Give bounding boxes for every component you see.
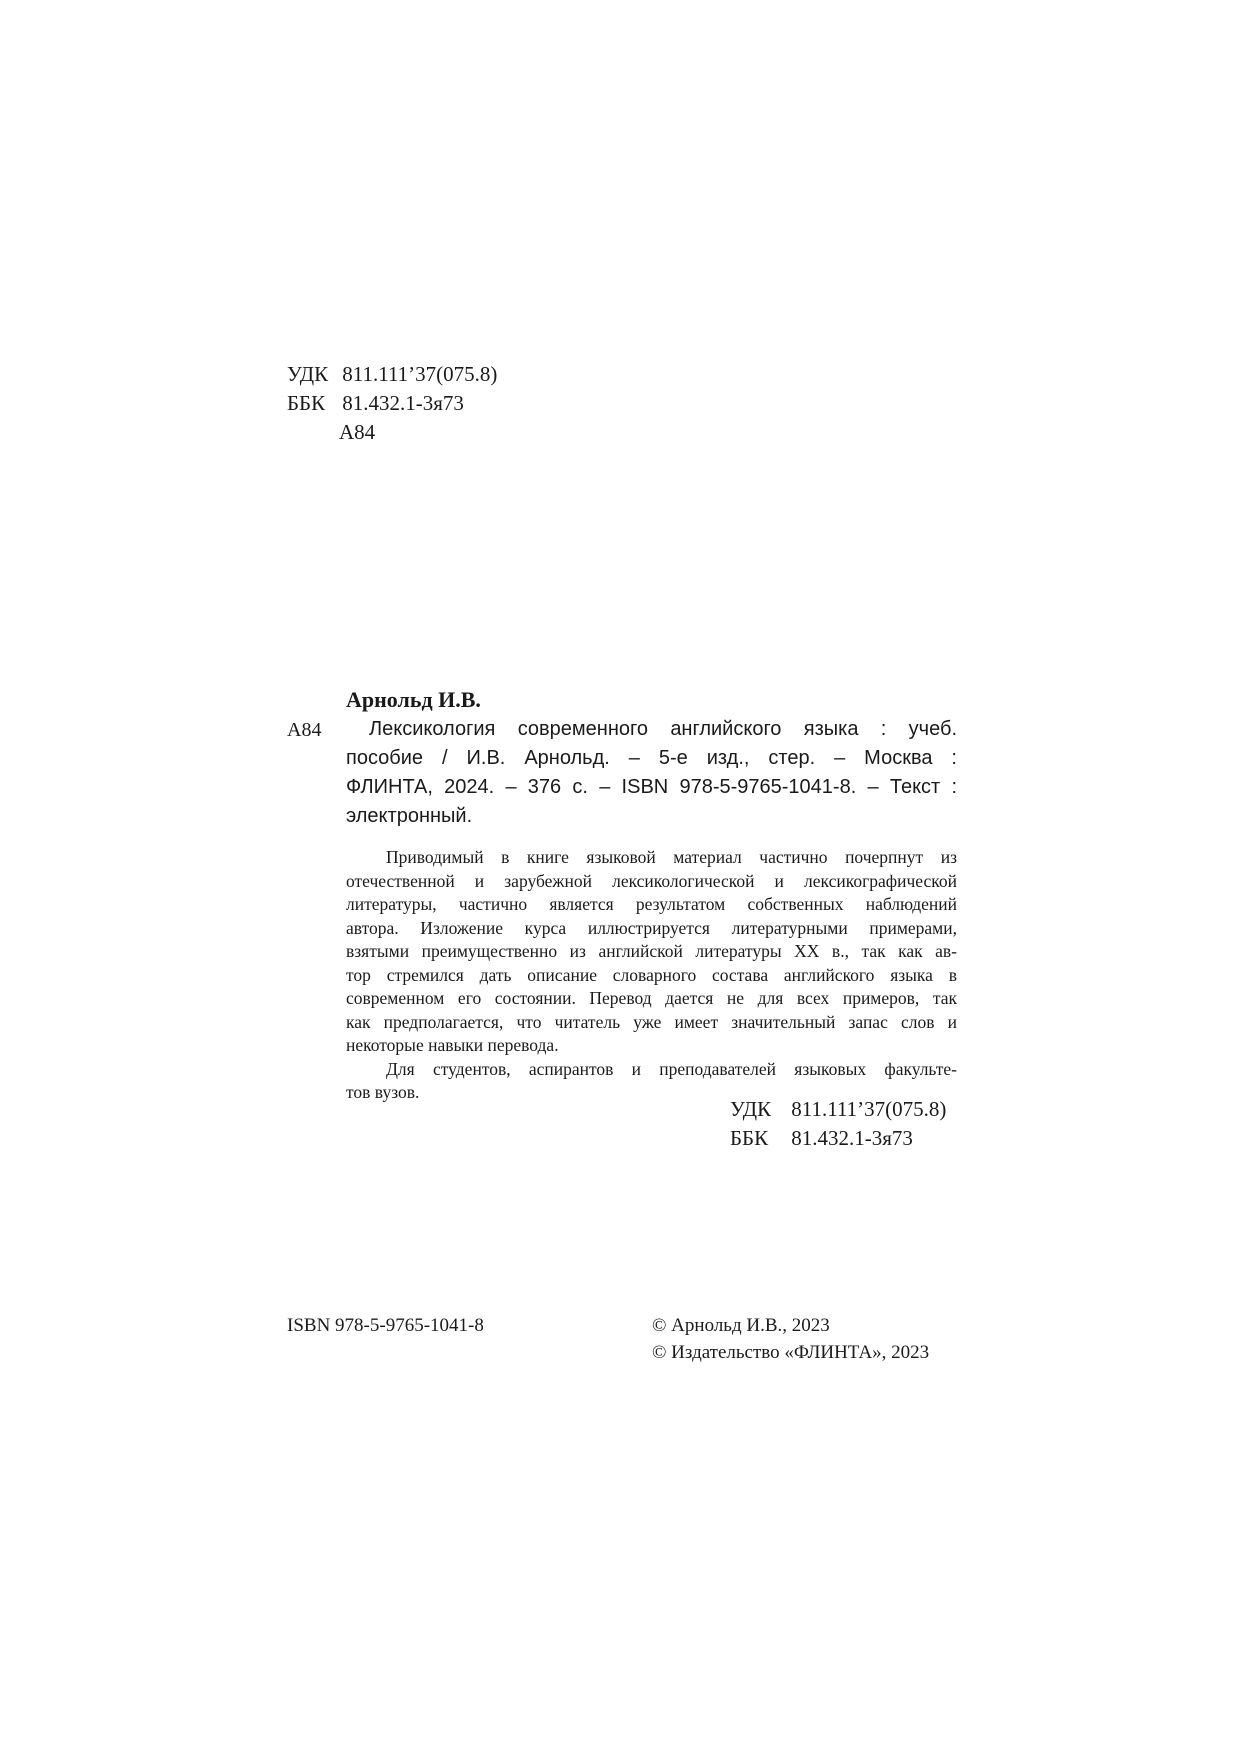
author-mark: А84 (339, 420, 376, 444)
copyright-publisher: © Издательство «ФЛИНТА», 2023 (652, 1342, 930, 1363)
citation-line: электронный. (346, 805, 473, 827)
annotation-line: литературы, частично является результатом собственных наблюдений (346, 894, 957, 914)
copyright-author: © Арнольд И.В., 2023 (652, 1315, 830, 1336)
bbk-label: ББК (730, 1126, 769, 1150)
citation-text (346, 715, 957, 831)
citation-line: Лексикология современного английского языка : учеб. (369, 718, 957, 740)
udk-label: УДК (287, 362, 329, 386)
annotation-line: как предполагается, что читатель уже имеет значительный запас слов и (346, 1011, 957, 1032)
annotation-line: тов вузов. (346, 1082, 420, 1102)
udk-row (730, 1095, 946, 1124)
udk-row (287, 360, 497, 389)
copyright-block (652, 1312, 929, 1366)
annotation-line: Для студентов, аспирантов и преподавателей языковых факульте- (386, 1058, 957, 1079)
bottom-classification-block (730, 1095, 946, 1153)
annotation-line: автора. Изложение курса иллюстрируется литературными примерами, (346, 917, 957, 938)
bbk-code: 81.432.1-3я73 (791, 1126, 913, 1150)
annotation-line: современном его состоянии. Перевод дается не для всех примеров, так (346, 988, 957, 1008)
annotation-line: некоторые навыки перевода. (346, 1035, 559, 1055)
annotation-line: отечественной и зарубежной лексикологической и лексикографической (346, 870, 957, 891)
annotation-line: взятыми преимущественно из английской литературы XX в., так как ав- (346, 941, 957, 961)
citation-line: пособие / И.В. Арнольд. – 5-е изд., стер. – Москва : (346, 747, 957, 769)
bbk-row (730, 1124, 946, 1153)
udk-code: 811.111’37(075.8) (342, 362, 498, 386)
annotation (346, 846, 957, 1105)
isbn: ISBN 978-5-9765-1041-8 (287, 1315, 484, 1336)
annotation-line: Приводимый в книге языковой материал частично почерпнут из (386, 847, 957, 867)
citation-line: ФЛИНТА, 2024. – 376 с. – ISBN 978-5-9765-1041-8. – Текст : (346, 776, 957, 798)
udk-label: УДК (730, 1097, 772, 1121)
bbk-code: 81.432.1-3я73 (342, 391, 464, 415)
author-mark-margin: А84 (287, 719, 322, 741)
udk-code: 811.111’37(075.8) (791, 1097, 947, 1121)
author-heading: Арнольд И.В. (346, 687, 481, 712)
top-classification-block (287, 360, 497, 447)
bbk-label: ББК (287, 391, 326, 415)
bbk-row (287, 389, 497, 418)
author-mark-row (287, 418, 497, 447)
annotation-line: тор стремился дать описание словарного состава английского языка в (346, 964, 957, 985)
